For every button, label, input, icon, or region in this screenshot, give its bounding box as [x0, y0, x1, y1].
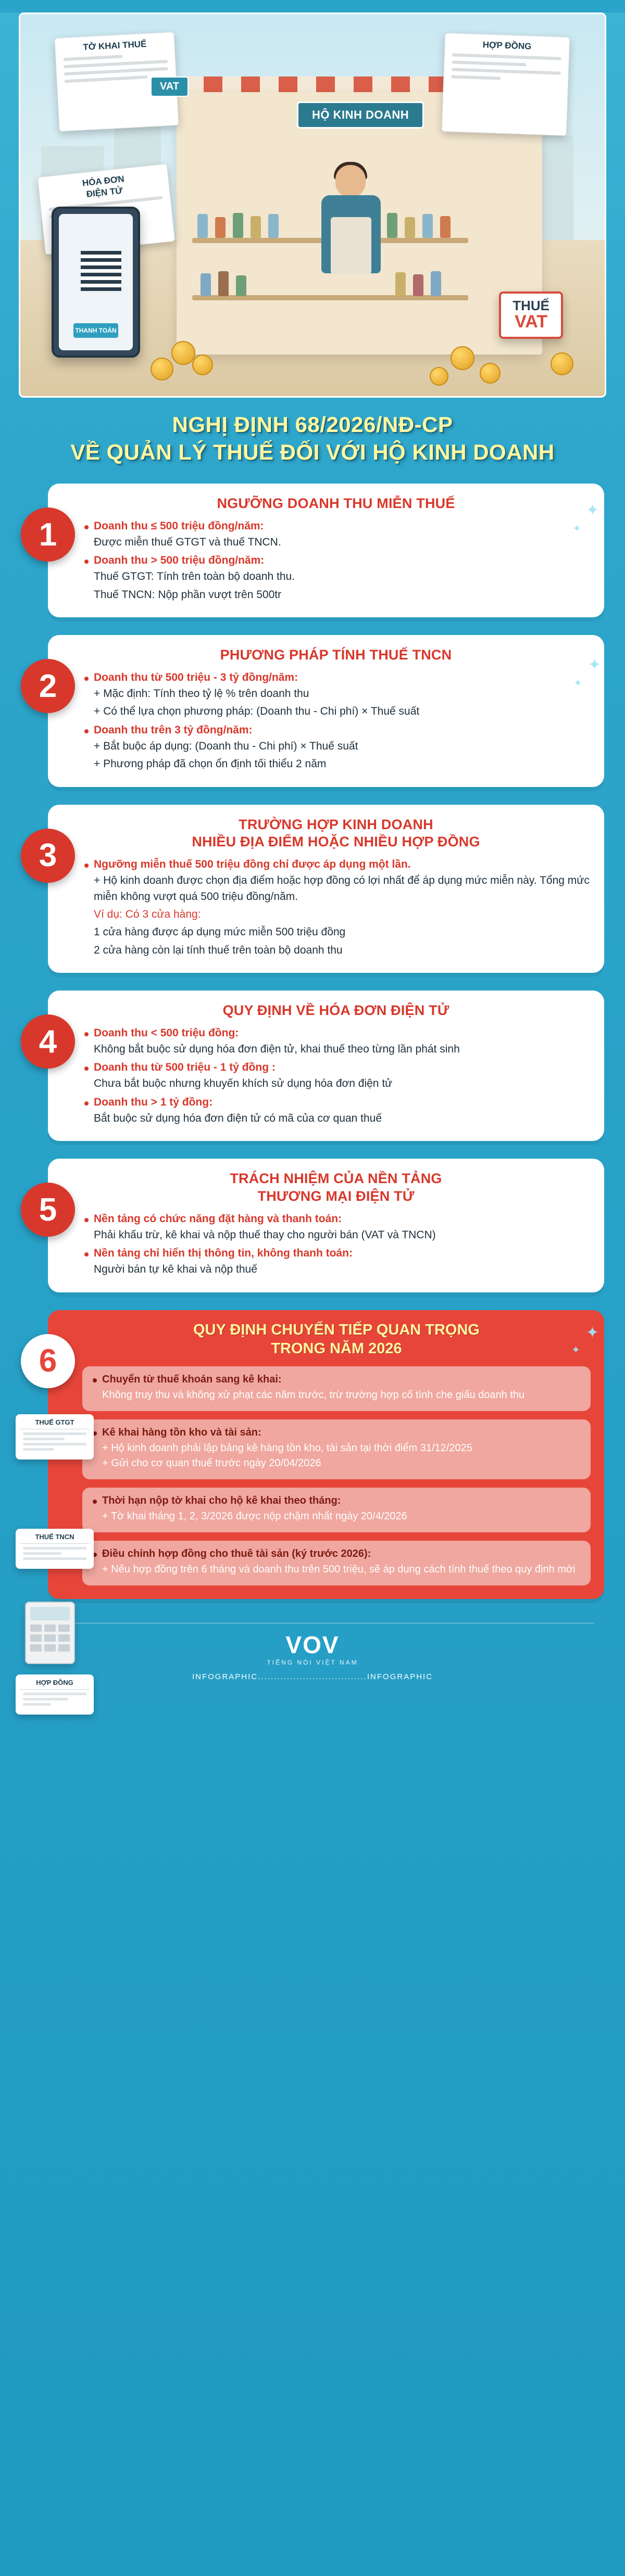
vov-logo: VOV	[285, 1631, 340, 1659]
footer-caption	[0, 1672, 625, 1681]
list-item: Người bán tự kê khai và nộp thuế	[94, 1263, 257, 1276]
qr-code-icon	[81, 250, 121, 291]
list-item: Doanh thu > 1 tỷ đồng:	[82, 1096, 590, 1109]
tax-stamp-line1: THUẾ	[512, 297, 549, 313]
page-title	[21, 411, 604, 466]
sparkle-icon: ✦	[572, 523, 581, 535]
list-item: Nền tảng chỉ hiển thị thông tin, không thanh toán:	[82, 1247, 590, 1260]
list-item: + Hộ kinh doanh được chọn địa điểm hoặc hợp đồng có lợi nhất để áp dụng mức miễn này. Tổng mức miễn không vượt quá 500 triệu đồng/năm.	[94, 874, 590, 903]
pit-tax-document	[16, 1529, 94, 1569]
coin-icon	[551, 352, 573, 375]
section-number-2: 2	[21, 659, 75, 713]
section-1	[21, 484, 604, 617]
section-number-6: 6	[21, 1334, 75, 1388]
footer-dots-left: .................	[258, 1672, 312, 1682]
list-item: Doanh thu trên 3 tỷ đồng/năm:	[82, 724, 590, 737]
footer-left-text: INFOGRAPHIC	[192, 1672, 258, 1682]
list-item: Không bắt buộc sử dụng hóa đơn điện tử, khai thuế theo từng lần phát sinh	[94, 1043, 460, 1055]
section-2-heading: PHƯƠNG PHÁP TÍNH THUẾ TNCN	[220, 647, 452, 663]
transition-block	[82, 1419, 591, 1479]
section-6-heading	[82, 1321, 591, 1359]
list-item: Thuế TNCN: Nộp phần vượt trên 500tr	[94, 588, 282, 601]
list-item: Nền tảng có chức năng đặt hàng và thanh toán:	[82, 1213, 590, 1225]
section-3-heading	[82, 816, 590, 852]
section-4-card	[48, 991, 604, 1141]
sparkle-icon: ✦	[588, 656, 601, 674]
pay-button-label: THANH TOÁN	[73, 323, 118, 338]
block-heading: Điều chỉnh hợp đồng cho thuê tài sản (ký trước 2026):	[92, 1548, 581, 1560]
block-text: Không truy thu và không xử phạt các năm trước, trừ trường hợp cố tình che giấu doanh thu	[102, 1389, 525, 1401]
list-item: Doanh thu ≤ 500 triệu đồng/năm:	[82, 520, 590, 532]
hero-illustration	[19, 12, 606, 398]
section-1-heading: NGƯỠNG DOANH THU MIỄN THUẾ	[217, 496, 455, 511]
e-invoice-title-line2: ĐIỆN TỬ	[85, 185, 123, 199]
section-1-card	[48, 484, 604, 617]
contract-title: HỢP ĐỒNG	[482, 40, 532, 52]
sparkle-icon: ✦	[573, 678, 582, 690]
e-invoice-title-line1: HÓA ĐƠN	[82, 174, 125, 188]
section-3-heading-line2: NHIỀU ĐỊA ĐIỂM HOẶC NHIỀU HỢP ĐỒNG	[192, 834, 480, 850]
section-5-list	[82, 1213, 590, 1278]
list-item: Được miễn thuế GTGT và thuế TNCN.	[94, 536, 281, 548]
calculator-icon	[25, 1602, 75, 1664]
section-5-card	[48, 1159, 604, 1292]
section-4-list	[82, 1027, 590, 1126]
pit-tax-document-title: THUẾ TNCN	[20, 1533, 90, 1544]
list-item: + Bắt buộc áp dụng: (Doanh thu - Chi phí) × Thuế suất	[94, 740, 358, 752]
block-text: + Tờ khai tháng 1, 2, 3/2026 được nộp chậm nhất ngày 20/4/2026	[102, 1511, 407, 1522]
phone-screen	[59, 214, 133, 350]
section-number-5: 5	[21, 1183, 75, 1237]
contract-document	[442, 33, 570, 136]
section-5	[21, 1159, 604, 1292]
section-6-heading-line1: QUY ĐỊNH CHUYỂN TIẾP QUAN TRỌNG	[193, 1321, 480, 1338]
section-number-3: 3	[21, 829, 75, 883]
page-title-line1: NGHỊ ĐỊNH 68/2026/NĐ-CP	[172, 412, 453, 437]
list-item: Doanh thu > 500 triệu đồng/năm:	[82, 554, 590, 567]
transition-block	[82, 1366, 591, 1411]
list-item: + Mặc định: Tính theo tỷ lệ % trên doanh thu	[94, 687, 309, 700]
list-item: 1 cửa hàng được áp dụng mức miễn 500 triệu đồng	[94, 926, 346, 938]
vat-tax-document-title: THUẾ GTGT	[20, 1418, 90, 1429]
signboard-label: HỘ KINH DOANH	[297, 101, 424, 129]
block-text: + Gửi cho cơ quan thuế trước ngày 20/04/2026	[102, 1457, 321, 1469]
section-6-heading-line2: TRONG NĂM 2026	[271, 1340, 402, 1357]
section-5-heading-line1: TRÁCH NHIỆM CỦA NỀN TẢNG	[230, 1171, 442, 1187]
block-heading: Chuyển từ thuế khoán sang kê khai:	[92, 1374, 581, 1386]
section-1-list	[82, 520, 590, 603]
transition-block	[82, 1541, 591, 1585]
block-heading: Thời hạn nộp tờ khai cho hộ kê khai theo tháng:	[92, 1495, 581, 1507]
section-3-list	[82, 858, 590, 958]
section-5-heading	[82, 1170, 590, 1205]
sparkle-icon: ✦	[571, 1344, 580, 1356]
list-item: Ngưỡng miễn thuế 500 triệu đồng chỉ được áp dụng một lần.	[82, 858, 590, 871]
section-2-list	[82, 671, 590, 772]
shop-owner-figure	[312, 165, 390, 290]
infographic-page	[0, 12, 625, 2576]
vat-tax-document	[16, 1414, 94, 1460]
block-heading: Kê khai hàng tồn kho và tài sản:	[92, 1427, 581, 1439]
list-item: Doanh thu < 500 triệu đồng:	[82, 1027, 590, 1039]
footer-right-text: INFOGRAPHIC	[367, 1672, 433, 1682]
section-3-card	[48, 805, 604, 973]
list-item: Chưa bắt buộc nhưng khuyến khích sử dụng hóa đơn điện tử	[94, 1077, 393, 1090]
section-3-heading-line1: TRƯỜNG HỢP KINH DOANH	[239, 816, 433, 832]
contract-document-small	[16, 1674, 94, 1715]
coin-icon	[171, 341, 195, 365]
vov-logo-subtitle: TIẾNG NÓI VIỆT NAM	[267, 1659, 358, 1667]
list-item: + Phương pháp đã chọn ổn định tối thiểu 2 năm	[94, 758, 327, 770]
contract-document-title: HỢP ĐỒNG	[20, 1679, 90, 1690]
coin-icon	[151, 358, 173, 380]
coin-icon	[430, 367, 448, 386]
footer-dots-right: .................	[312, 1672, 367, 1682]
list-item: Doanh thu từ 500 triệu - 3 tỷ đồng/năm:	[82, 671, 590, 684]
section-2-card	[48, 635, 604, 787]
tax-stamp-line2: VAT	[515, 311, 548, 332]
section-4	[21, 991, 604, 1141]
section-2	[21, 635, 604, 787]
list-item: Phải khấu trừ, kê khai và nộp thuế thay cho người bán (VAT và TNCN)	[94, 1228, 436, 1241]
tax-declaration-title: TỜ KHAI THUẾ	[82, 39, 147, 53]
section-3	[21, 805, 604, 973]
list-item: Doanh thu từ 500 triệu - 1 tỷ đồng :	[82, 1061, 590, 1074]
section-number-4: 4	[21, 1014, 75, 1069]
coin-icon	[480, 363, 501, 384]
sparkle-icon: ✦	[585, 1324, 599, 1341]
section-4-heading: QUY ĐỊNH VỀ HÓA ĐƠN ĐIỆN TỬ	[222, 1003, 449, 1019]
list-item: + Có thể lựa chọn phương pháp: (Doanh thu - Chi phí) × Thuế suất	[94, 705, 420, 718]
page-title-line2: VỀ QUẢN LÝ THUẾ ĐỐI VỚI HỘ KINH DOANH	[70, 439, 555, 464]
sparkle-icon: ✦	[585, 502, 599, 519]
block-text: + Nếu hợp đồng trên 6 tháng và doanh thu trên 500 triệu, sẽ áp dụng cách tính thuế theo quy định mới	[102, 1564, 576, 1576]
section-5-heading-line2: THƯƠNG MẠI ĐIỆN TỬ	[257, 1188, 415, 1204]
list-item: Bắt buộc sử dụng hóa đơn điện tử có mã của cơ quan thuế	[94, 1112, 382, 1124]
list-item: Thuế GTGT: Tính trên toàn bộ doanh thu.	[94, 570, 295, 583]
list-item: 2 cửa hàng còn lại tính thuế trên toàn bộ doanh thu	[94, 944, 343, 956]
transition-block	[82, 1488, 591, 1532]
section-6-card	[48, 1310, 604, 1600]
block-text: + Hộ kinh doanh phải lập bảng kê hàng tồn kho, tài sản tại thời điểm 31/12/2025	[102, 1442, 472, 1454]
coin-icon	[192, 354, 213, 375]
vat-tag: VAT	[151, 77, 189, 97]
section-number-1: 1	[21, 507, 75, 562]
tax-vat-stamp	[499, 291, 563, 339]
coin-icon	[451, 346, 474, 370]
list-item-example: Ví dụ: Có 3 cửa hàng:	[94, 908, 201, 920]
payment-phone	[52, 207, 140, 358]
footer	[0, 1623, 625, 1694]
